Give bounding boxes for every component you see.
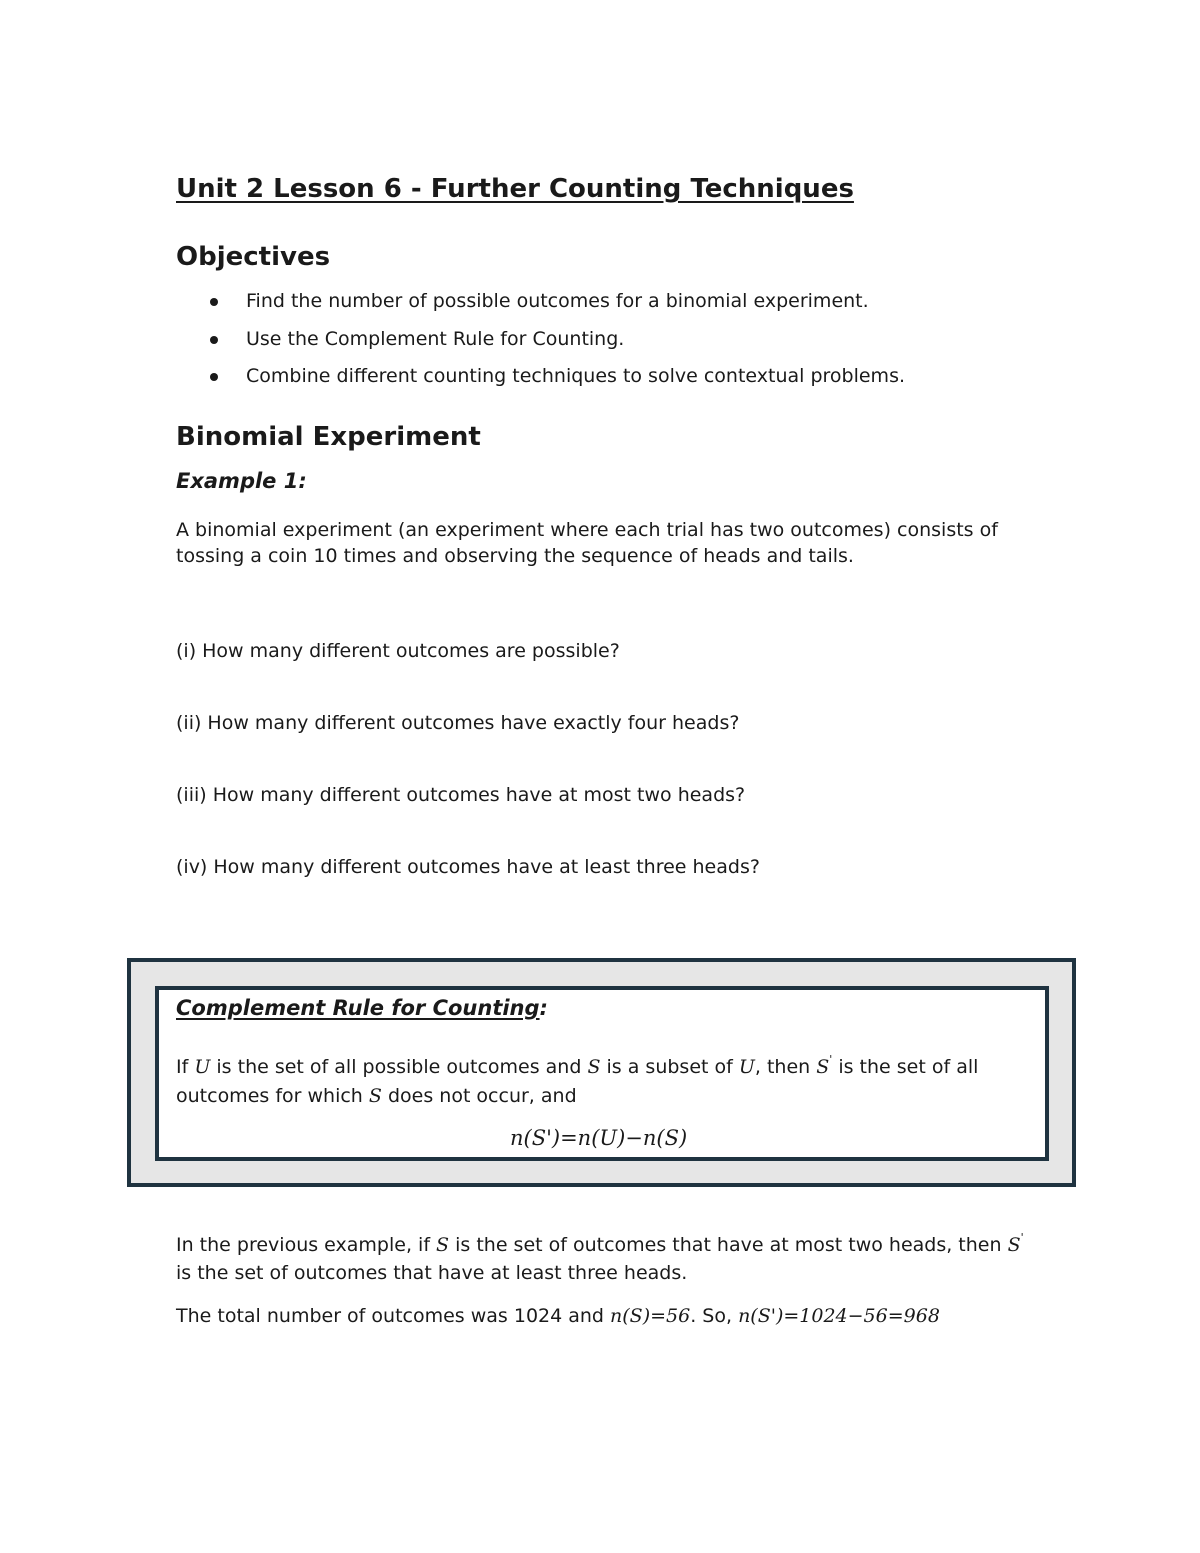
example-label: Example 1: [176,469,307,493]
question-iii: (iii) How many different outcomes have at most two heads? [176,784,746,806]
example-description: A binomial experiment (an experiment where each trial has two outcomes) consists of tossing a coin 10 times and observing the sequence of heads and tails. [176,519,998,567]
rule-heading: Complement Rule for Counting: [176,996,548,1020]
bullet-icon [210,336,218,344]
rule-text: If U is the set of all possible outcomes and S is a subset of U, then S' is the set of all outcomes for which S does not occur, and [176,1053,979,1107]
page-title: Unit 2 Lesson 6 - Further Counting Techniques [176,174,854,204]
followup-paragraph-1: In the previous example, if S is the set of outcomes that have at most two heads, then S' is the set of outcomes that have at least three heads. [176,1231,1024,1284]
bullet-icon [210,373,218,381]
objectives-heading: Objectives [176,242,331,272]
objectives-list [176,288,905,401]
followup-paragraph-2: The total number of outcomes was 1024 and n(S)=56. So, n(S')=1024−56=968 [176,1305,940,1327]
list-item: Use the Complement Rule for Counting. [176,326,905,364]
question-ii: (ii) How many different outcomes have exactly four heads? [176,712,740,734]
bullet-icon [210,298,218,306]
list-item: Find the number of possible outcomes for a binomial experiment. [176,288,905,326]
binomial-heading: Binomial Experiment [176,422,481,452]
complement-formula: n(S')=n(U)−n(S) [510,1126,688,1150]
question-iv: (iv) How many different outcomes have at least three heads? [176,856,760,878]
list-item: Combine different counting techniques to solve contextual problems. [176,363,905,401]
question-i: (i) How many different outcomes are possible? [176,640,620,662]
